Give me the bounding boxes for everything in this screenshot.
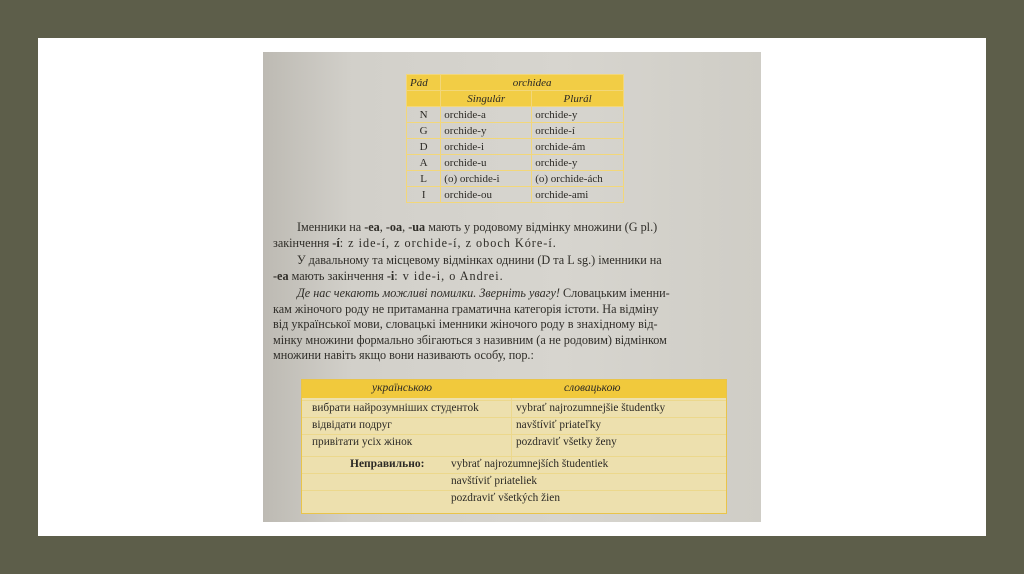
- paragraph-warning: Де нас чекають можливі помилки. Зверніть увагу! Словацьким іменни- кам жіночого роду не притаманна граматична категорія істоти. На відміну від української мови, словацькі іменники жіночого роду в знахідному від- мінку множини формально збігаються з називним (а не родовим) відмінком множини навіть якщо вони називають особу, пор.:: [273, 286, 670, 362]
- table-row: відвідати подруг navštíviť priateľky: [302, 417, 726, 435]
- paragraph-dative-locative: У давальному та місцевому відмінках однини (D та L sg.) іменники на -ea мають закінчення -i: v ide-i, o Andrei.: [273, 253, 662, 283]
- noun-header: orchidea: [441, 75, 624, 91]
- case-header: Pád: [407, 75, 441, 91]
- slovak-column-header: словацькою: [564, 382, 621, 394]
- table-row: N orchide-a orchide-y: [407, 107, 624, 123]
- wrong-label: Неправильно:: [350, 458, 425, 470]
- table-row: G orchide-y orchide-í: [407, 123, 624, 139]
- table-row: navštíviť priateliek: [302, 473, 726, 491]
- comparison-header: [302, 380, 726, 398]
- ukrainian-column-header: українською: [372, 382, 433, 394]
- table-row: L (o) orchide-i (o) orchide-ách: [407, 171, 624, 187]
- table-row: I orchide-ou orchide-ami: [407, 187, 624, 203]
- comparison-table: [301, 379, 727, 514]
- table-row: A orchide-u orchide-y: [407, 155, 624, 171]
- plural-header: Plurál: [532, 91, 624, 107]
- textbook-page-photo: [263, 52, 761, 522]
- paragraph-genitive: Іменники на -ea, -oa, -ua мають у родовому відмінку множини (G pl.) закінчення -í: z ide-í, z orchide-í, z oboch Kóre-í.: [273, 220, 658, 250]
- table-row: pozdraviť všetkých žien: [302, 490, 726, 508]
- singular-header: Singulár: [441, 91, 532, 107]
- table-row: привітати усіх жінок pozdraviť všetky ženy: [302, 434, 726, 452]
- table-row: D orchide-i orchide-ám: [407, 139, 624, 155]
- table-row: вибрати найрозумніших студентok vybrať najrozumnejšie študentky: [302, 400, 726, 418]
- declension-table: [406, 74, 624, 203]
- table-row: Неправильно: vybrať najrozumnejších študentiek: [302, 456, 726, 474]
- blank-cell: [407, 91, 441, 107]
